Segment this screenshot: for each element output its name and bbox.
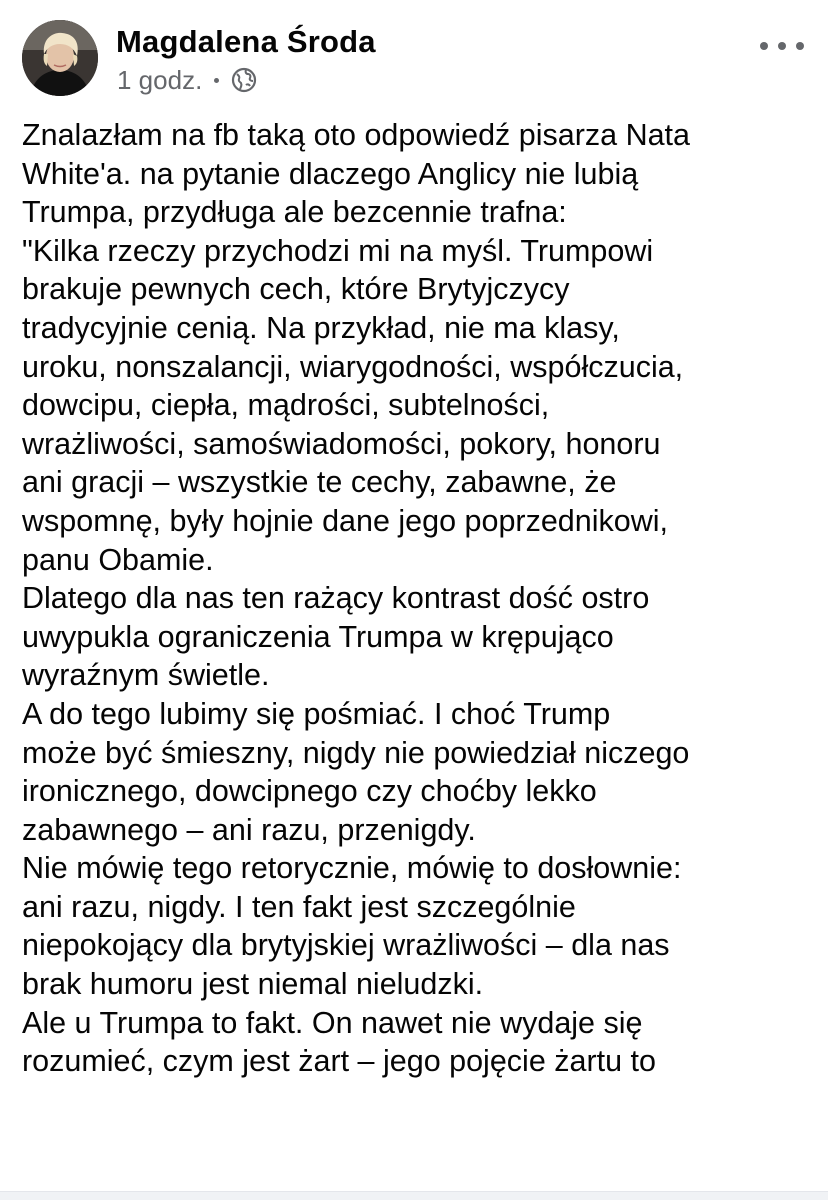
post-timestamp[interactable]: 1 godz. xyxy=(117,64,203,95)
post-text-line: Trumpa, przydługa ale bezcennie trafna: xyxy=(22,195,567,230)
post-bottom-edge xyxy=(0,1191,828,1200)
post-text-line: Nie mówię tego retorycznie, mówię to dosłownie: xyxy=(22,851,682,886)
post-text-line: "Kilka rzeczy przychodzi mi na myśl. Trumpowi xyxy=(22,233,654,268)
post-text-line: brakuje pewnych cech, które Brytyjczycy xyxy=(22,272,570,307)
post-text-line: brak humoru jest niemal nieludzki. xyxy=(22,967,484,1002)
menu-dot xyxy=(796,42,804,50)
post-text-line: wspomnę, były hojnie dane jego poprzednikowi, xyxy=(22,503,668,538)
post-meta xyxy=(117,64,257,96)
post-header xyxy=(22,20,808,100)
author-name[interactable]: Magdalena Środa xyxy=(116,24,376,59)
more-options-icon[interactable] xyxy=(760,38,804,54)
post-text-line: rozumieć, czym jest żart – jego pojęcie żartu to xyxy=(22,1044,656,1079)
post-text-line: ani gracji – wszystkie te cechy, zabawne, że xyxy=(22,465,617,500)
post-text xyxy=(22,116,822,1081)
post-text-line: Ale u Trumpa to fakt. On nawet nie wydaje się xyxy=(22,1005,643,1040)
post-text-line: Znalazłam na fb taką oto odpowiedź pisarza Nata xyxy=(22,118,690,152)
globe-icon[interactable] xyxy=(231,67,257,93)
post-text-line: zabawnego – ani razu, przenigdy. xyxy=(22,812,476,847)
menu-dot xyxy=(760,42,768,50)
post-text-line: White'a. na pytanie dlaczego Anglicy nie lubią xyxy=(22,156,639,191)
post-text-line: ani razu, nigdy. I ten fakt jest szczególnie xyxy=(22,889,576,924)
post-text-line: dowcipu, ciepła, mądrości, subtelności, xyxy=(22,388,550,423)
post-text-line: tradycyjnie cenią. Na przykład, nie ma klasy, xyxy=(22,310,620,345)
post-text-line: panu Obamie. xyxy=(22,542,214,577)
separator-dot xyxy=(214,78,219,83)
post-text-line: uroku, nonszalancji, wiarygodności, współczucia, xyxy=(22,349,684,384)
post-text-line: wrażliwości, samoświadomości, pokory, honoru xyxy=(22,426,661,461)
post-text-line: wyraźnym świetle. xyxy=(22,658,270,693)
avatar[interactable] xyxy=(22,20,98,96)
post-text-line: ironicznego, dowcipnego czy choćby lekko xyxy=(22,774,597,809)
post-text-line: Dlatego dla nas ten rażący kontrast dość ostro xyxy=(22,581,650,616)
post-text-line: A do tego lubimy się pośmiać. I choć Trump xyxy=(22,696,611,731)
menu-dot xyxy=(778,42,786,50)
post-text-line: może być śmieszny, nigdy nie powiedział niczego xyxy=(22,735,690,770)
post-text-line: uwypukla ograniczenia Trumpa w krępująco xyxy=(22,619,614,654)
post-text-line: niepokojący dla brytyjskiej wrażliwości – dla nas xyxy=(22,928,670,963)
